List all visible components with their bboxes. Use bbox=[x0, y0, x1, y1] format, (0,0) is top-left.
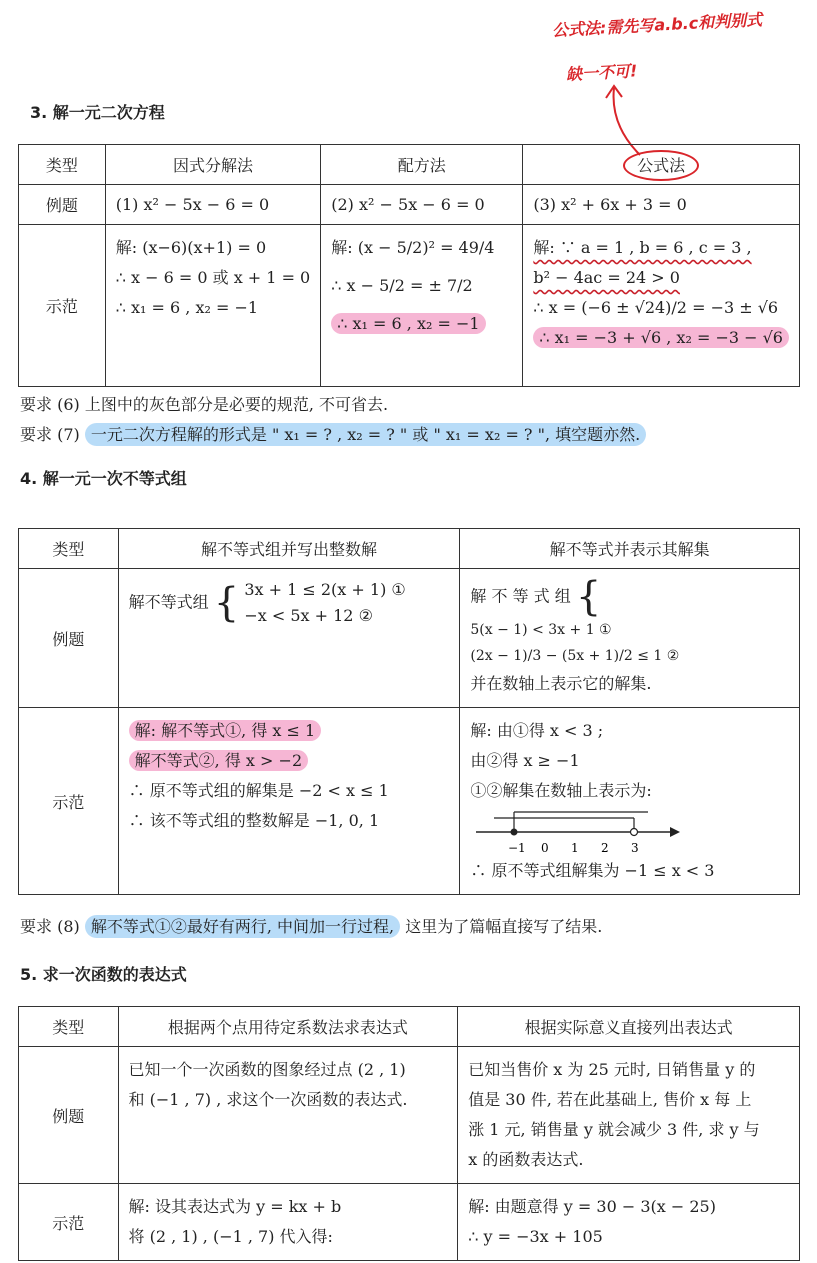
table-row bbox=[19, 1007, 800, 1047]
section3-title: 3. 解一元二次方程 bbox=[30, 103, 165, 122]
row-label: 例题 bbox=[19, 569, 119, 708]
step-line: ∴ x₁ = 6 , x₂ = −1 bbox=[115, 298, 259, 317]
brace-icon: { bbox=[213, 580, 240, 626]
prefix-text: 解不等式组 bbox=[128, 592, 209, 612]
demo-cell bbox=[523, 225, 800, 387]
demo-cell bbox=[105, 225, 321, 387]
example-cell bbox=[118, 1047, 458, 1184]
inequality-system bbox=[244, 577, 405, 629]
handwritten-note-line1: 公式法:需先写a.b.c和判别式 bbox=[551, 10, 763, 40]
step-line bbox=[331, 309, 512, 339]
text-line: 已知当售价 x 为 25 元时, 日销售量 y 的 bbox=[468, 1060, 756, 1079]
header-cell: 解不等式组并写出整数解 bbox=[118, 529, 460, 569]
requirement-8 bbox=[20, 914, 602, 937]
brace-icon: { bbox=[575, 574, 602, 620]
open-point bbox=[631, 829, 638, 836]
text-line: 值是 30 件, 若在此基础上, 售价 x 每 上 bbox=[468, 1090, 752, 1109]
linear-function-table bbox=[18, 1006, 800, 1261]
highlight-answer: ∴ x₁ = 6 , x₂ = −1 bbox=[331, 313, 485, 334]
example-cell bbox=[458, 1047, 800, 1184]
step-line bbox=[129, 746, 450, 776]
step-line: 由②得 x ≥ −1 bbox=[470, 751, 580, 770]
text-line: x 的函数表达式. bbox=[468, 1150, 584, 1169]
requirement-label: 要求 (8) bbox=[20, 917, 80, 936]
demo-cell bbox=[118, 708, 460, 895]
row-label: 例题 bbox=[19, 1047, 119, 1184]
step-line bbox=[533, 323, 789, 353]
inequality-line: −x < 5x + 12 ② bbox=[244, 606, 373, 625]
inequality-table bbox=[18, 528, 800, 895]
highlight-step: 解: 解不等式①, 得 x ≤ 1 bbox=[129, 720, 322, 741]
highlight-answer: ∴ x₁ = −3 + √6 , x₂ = −3 − √6 bbox=[533, 327, 789, 348]
section5-title: 5. 求一次函数的表达式 bbox=[20, 965, 187, 984]
header-cell: 类型 bbox=[19, 1007, 119, 1047]
step-line: ∴ y = −3x + 105 bbox=[468, 1227, 603, 1246]
text-line: 涨 1 元, 销售量 y 就会减少 3 件, 求 y 与 bbox=[468, 1120, 760, 1139]
header-cell: 根据两个点用待定系数法求表达式 bbox=[118, 1007, 458, 1047]
example-cell bbox=[118, 569, 460, 708]
step-line: 解: ∵ a = 1 , b = 6 , c = 3 , bbox=[533, 238, 752, 257]
prefix-text: 解 不 等 式 组 bbox=[470, 586, 571, 606]
row-label: 例题 bbox=[19, 185, 106, 225]
row-label: 示范 bbox=[19, 1184, 119, 1261]
example-cell: (2) x² − 5x − 6 = 0 bbox=[321, 185, 523, 225]
axis-tick: 0 bbox=[541, 841, 549, 855]
table-row bbox=[19, 708, 800, 895]
header-cell: 类型 bbox=[19, 145, 106, 185]
step-line: ∴ x − 5/2 = ± 7/2 bbox=[331, 276, 473, 295]
requirement-6: 要求 (6) 上图中的灰色部分是必要的规范, 不可省去. bbox=[20, 395, 389, 414]
requirement-label: 要求 (7) bbox=[20, 425, 80, 444]
demo-cell bbox=[321, 225, 523, 387]
step-line: ∴ x − 6 = 0 或 x + 1 = 0 bbox=[115, 268, 311, 287]
axis-tick: 2 bbox=[601, 841, 609, 855]
quadratic-table bbox=[18, 144, 800, 387]
header-cell: 根据实际意义直接列出表达式 bbox=[458, 1007, 800, 1047]
step-line: ∴ 该不等式组的整数解是 −1, 0, 1 bbox=[128, 811, 380, 830]
step-line: b² − 4ac = 24 > 0 bbox=[533, 268, 680, 287]
highlight-requirement: 一元二次方程解的形式是 " x₁ = ? , x₂ = ? " 或 " x₁ = x₂ = ? ", 填空题亦然. bbox=[85, 423, 646, 446]
header-cell: 配方法 bbox=[321, 145, 523, 185]
header-cell: 解不等式并表示其解集 bbox=[460, 529, 800, 569]
step-line: ∴ 原不等式组的解集是 −2 < x ≤ 1 bbox=[128, 781, 389, 800]
demo-cell bbox=[460, 708, 800, 895]
header-cell: 因式分解法 bbox=[105, 145, 321, 185]
step-line: 解: (x−6)(x+1) = 0 bbox=[115, 238, 267, 257]
circled-header: 公式法 bbox=[623, 150, 699, 181]
demo-cell bbox=[118, 1184, 458, 1261]
axis-tick: 1 bbox=[571, 841, 579, 855]
step-line bbox=[129, 716, 450, 746]
example-cell bbox=[460, 569, 800, 708]
table-row bbox=[19, 145, 800, 185]
table-row bbox=[19, 1047, 800, 1184]
row-label: 示范 bbox=[19, 225, 106, 387]
step-line: 解: (x − 5/2)² = 49/4 bbox=[331, 238, 495, 257]
demo-cell bbox=[458, 1184, 800, 1261]
table-row bbox=[19, 529, 800, 569]
table-row bbox=[19, 225, 800, 387]
inequality-line: (2x − 1)/3 − (5x + 1)/2 ≤ 1 ② bbox=[470, 648, 680, 664]
row-label: 示范 bbox=[19, 708, 119, 895]
inequality-line: 5(x − 1) < 3x + 1 ① bbox=[470, 622, 612, 638]
header-cell bbox=[523, 145, 800, 185]
step-line: ∴ 原不等式组解集为 −1 ≤ x < 3 bbox=[470, 861, 715, 880]
tail-text: 并在数轴上表示它的解集. bbox=[470, 674, 652, 693]
step-line: 解: 由①得 x < 3 ; bbox=[470, 721, 604, 740]
inequality-system bbox=[470, 617, 679, 669]
header-cell: 类型 bbox=[19, 529, 119, 569]
axis-tick: −1 bbox=[508, 841, 527, 855]
inequality-line: 3x + 1 ≤ 2(x + 1) ① bbox=[244, 580, 406, 599]
axis-tick: 3 bbox=[631, 841, 639, 855]
table-row bbox=[19, 569, 800, 708]
step-line: ∴ x = (−6 ± √24)/2 = −3 ± √6 bbox=[533, 298, 779, 317]
example-cell: (3) x² + 6x + 3 = 0 bbox=[523, 185, 800, 225]
requirement-tail: 这里为了篇幅直接写了结果. bbox=[405, 917, 603, 936]
example-cell: (1) x² − 5x − 6 = 0 bbox=[105, 185, 321, 225]
text-line: 和 (−1 , 7) , 求这个一次函数的表达式. bbox=[128, 1090, 408, 1109]
text-line: 已知一个一次函数的图象经过点 (2 , 1) bbox=[128, 1060, 406, 1079]
table-row bbox=[19, 1184, 800, 1261]
step-line: 解: 设其表达式为 y = kx + b bbox=[128, 1197, 342, 1216]
step-line: 将 (2 , 1) , (−1 , 7) 代入得: bbox=[128, 1227, 333, 1246]
table-row bbox=[19, 185, 800, 225]
handwritten-note-line2: 缺一不可! bbox=[565, 61, 638, 84]
number-line bbox=[474, 806, 684, 856]
step-line: 解: 由题意得 y = 30 − 3(x − 25) bbox=[468, 1197, 716, 1216]
highlight-requirement: 解不等式①②最好有两行, 中间加一行过程, bbox=[85, 915, 400, 938]
closed-point bbox=[511, 829, 518, 836]
highlight-step: 解不等式②, 得 x > −2 bbox=[129, 750, 308, 771]
step-line: ①②解集在数轴上表示为: bbox=[470, 781, 652, 800]
requirement-7 bbox=[20, 422, 646, 445]
section4-title: 4. 解一元一次不等式组 bbox=[20, 469, 187, 488]
